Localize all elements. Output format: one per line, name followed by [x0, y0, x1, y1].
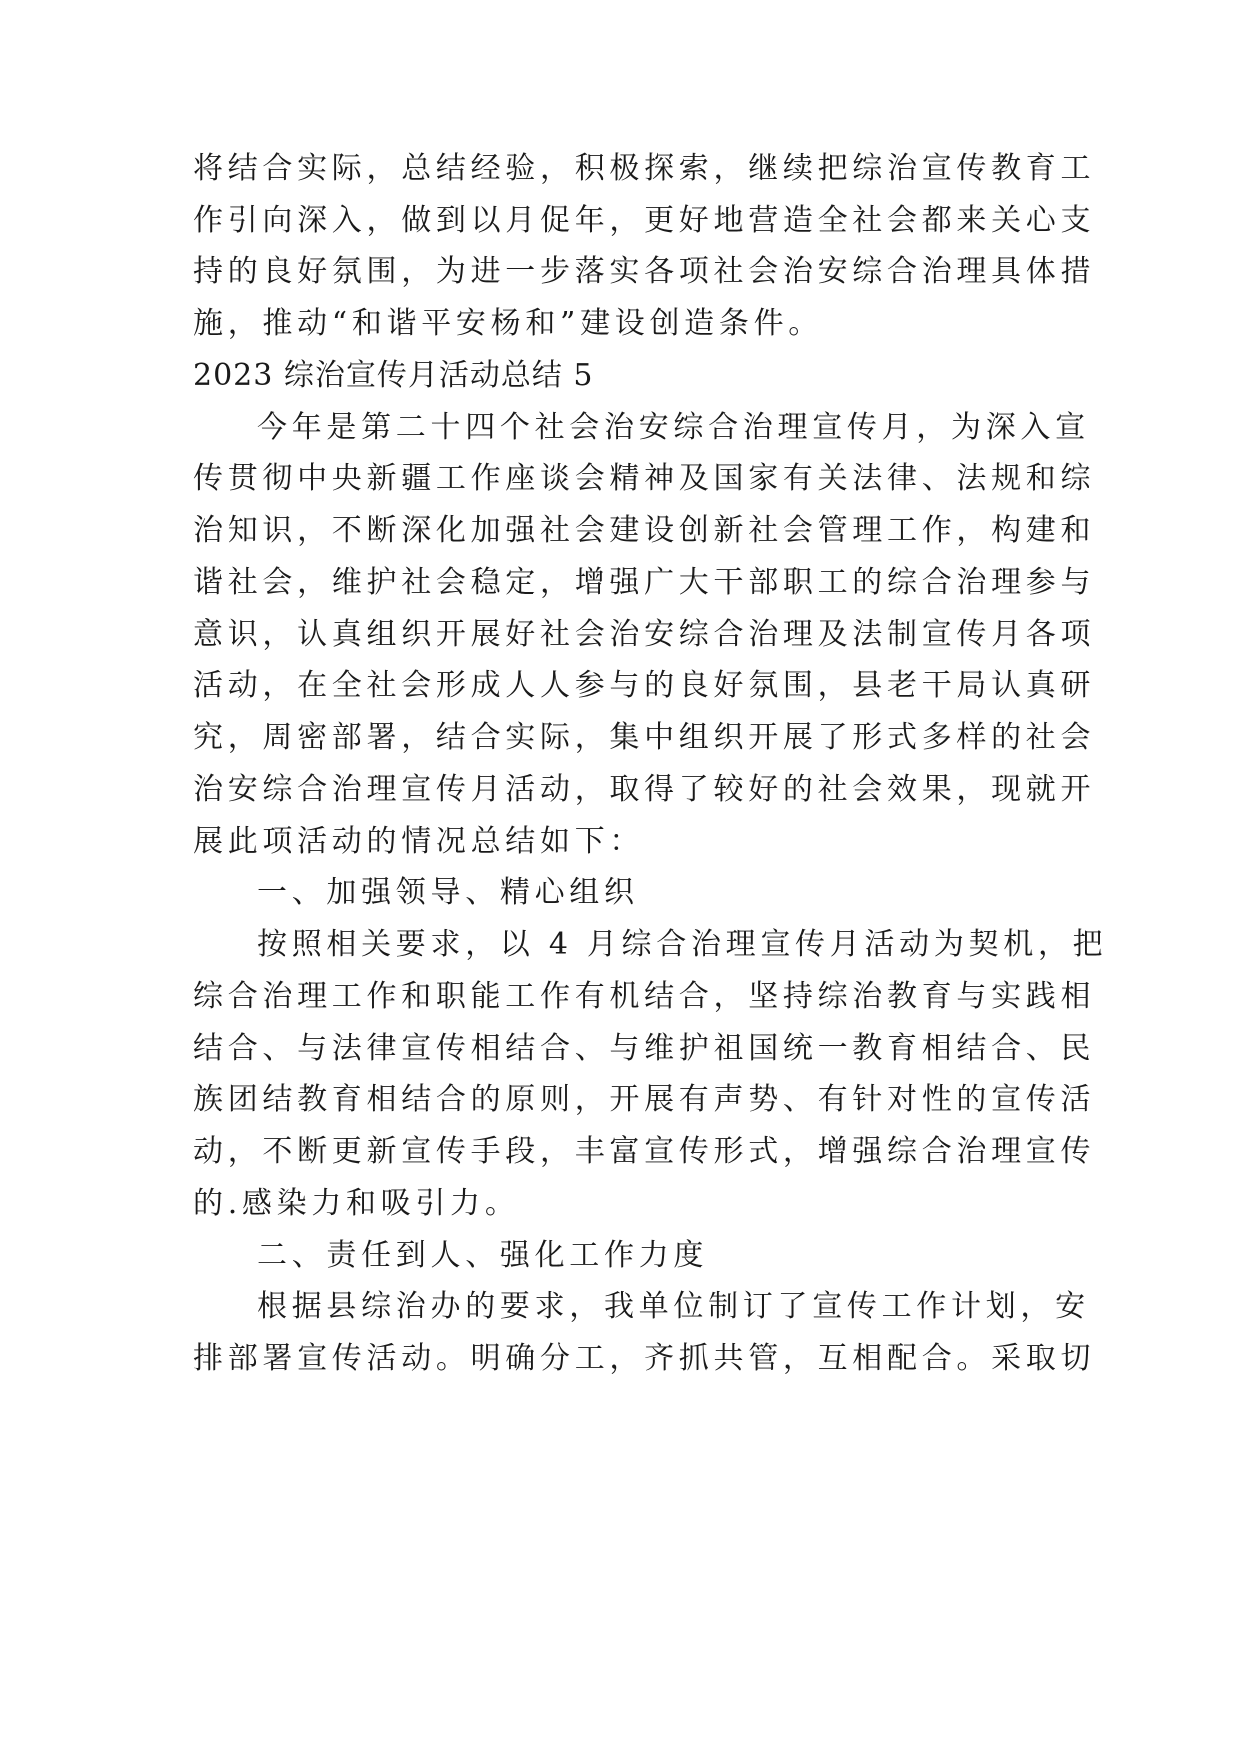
body-line: 排部署宣传活动。明确分工，齐抓共管，互相配合。采取切	[193, 1341, 1096, 1376]
body-line: 展此项活动的情况总结如下：	[193, 824, 645, 859]
body-line: 动，不断更新宣传手段，丰富宣传形式，增强综合治理宣传	[193, 1134, 1096, 1169]
subsection-heading: 一、加强领导、精心组织	[257, 875, 639, 910]
body-line: 作引向深入，做到以月促年，更好地营造全社会都来关心支	[193, 203, 1096, 238]
body-line: 传贯彻中央新疆工作座谈会精神及国家有关法律、法规和综	[193, 461, 1096, 496]
paragraph-first-line: 今年是第二十四个社会治安综合治理宣传月，为深入宣	[257, 410, 1090, 445]
body-line: 治安综合治理宣传月活动，取得了较好的社会效果，现就开	[193, 772, 1096, 807]
body-line: 意识，认真组织开展好社会治安综合治理及法制宣传月各项	[193, 617, 1096, 652]
body-line: 谐社会，维护社会稳定，增强广大干部职工的综合治理参与	[193, 565, 1096, 600]
body-line: 族团结教育相结合的原则，开展有声势、有针对性的宣传活	[193, 1082, 1096, 1117]
body-line: 综合治理工作和职能工作有机结合，坚持综治教育与实践相	[193, 979, 1096, 1014]
body-line: 将结合实际，总结经验，积极探索，继续把综治宣传教育工	[193, 151, 1096, 186]
body-line: 的.感染力和吸引力。	[193, 1186, 520, 1221]
paragraph-first-line: 根据县综治办的要求，我单位制订了宣传工作计划，安	[257, 1289, 1090, 1324]
subsection-heading: 二、责任到人、强化工作力度	[257, 1238, 709, 1273]
body-line: 活动，在全社会形成人人参与的良好氛围，县老干局认真研	[193, 668, 1096, 703]
body-line: 施，推动“和谐平安杨和”建设创造条件。	[193, 306, 823, 341]
body-line: 结合、与法律宣传相结合、与维护祖国统一教育相结合、民	[193, 1031, 1096, 1066]
paragraph-first-line: 按照相关要求，以 4 月综合治理宣传月活动为契机，把	[257, 927, 1108, 962]
body-line: 究，周密部署，结合实际，集中组织开展了形式多样的社会	[193, 720, 1096, 755]
body-line: 持的良好氛围，为进一步落实各项社会治安综合治理具体措	[193, 254, 1096, 289]
section-title: 2023 综治宣传月活动总结 5	[193, 358, 594, 393]
body-line: 治知识，不断深化加强社会建设创新社会管理工作，构建和	[193, 513, 1096, 548]
